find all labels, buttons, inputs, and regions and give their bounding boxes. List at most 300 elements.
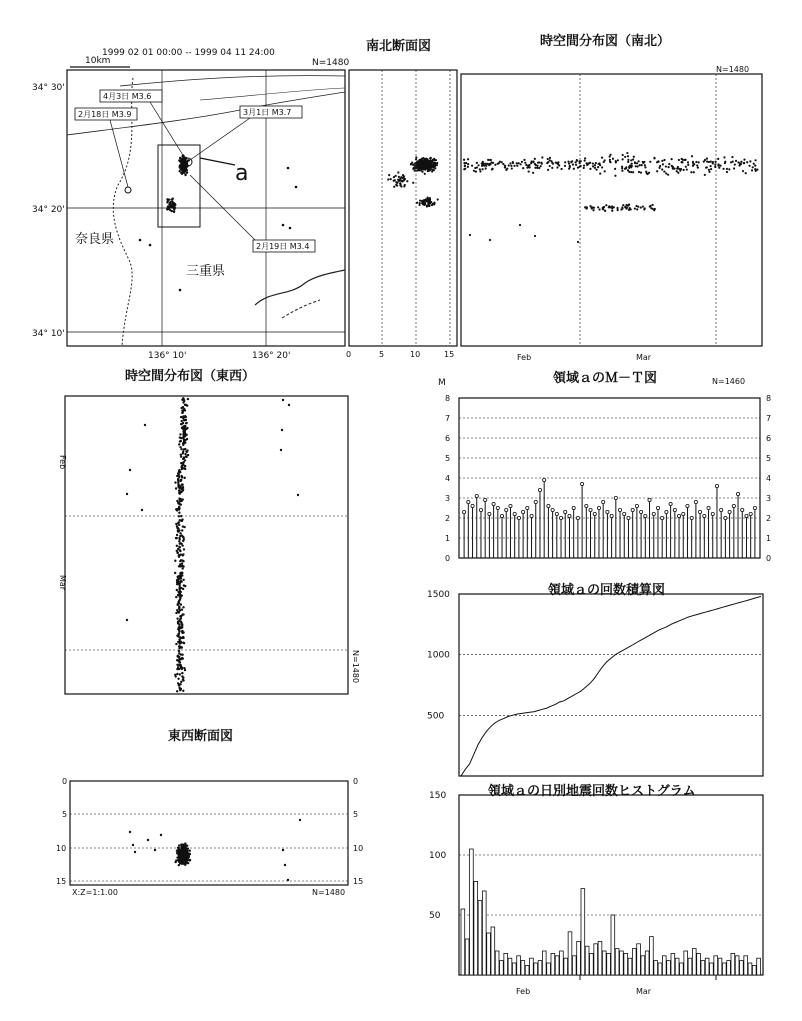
cum-title: 領域ａの回数積算図: [548, 583, 666, 598]
st-ns-point: [489, 159, 491, 161]
histogram-bar: [508, 958, 512, 975]
st-ns-point: [595, 169, 597, 171]
histogram-bar: [757, 958, 761, 975]
st-ns-point: [573, 168, 575, 170]
map-epicenter: [186, 160, 188, 162]
st-ns-point: [603, 206, 605, 208]
st-ew-point: [175, 537, 177, 539]
st-ew-point: [181, 411, 183, 413]
histogram-bar: [671, 953, 675, 975]
ns-point: [427, 160, 429, 162]
st-ns-point: [692, 165, 694, 167]
histogram-bar: [564, 958, 568, 975]
histogram-bar: [568, 932, 572, 975]
st-ns-point: [567, 161, 569, 163]
st-ns-point: [621, 166, 623, 168]
st-ns-tick-mar: Mar: [636, 353, 652, 362]
st-ew-plot: [58, 396, 360, 694]
ew-point: [132, 844, 134, 846]
st-ns-point: [609, 161, 611, 163]
st-ns-point: [602, 208, 604, 210]
st-ns-point: [652, 208, 654, 210]
ew-point: [184, 842, 186, 844]
st-ew-point: [174, 572, 176, 574]
st-ns-point: [637, 206, 639, 208]
map-epicenter: [169, 209, 171, 211]
st-ew-point: [182, 463, 184, 465]
mt-tick-left: 4: [445, 474, 451, 483]
callout-feb18: 2月18日 M3.9: [78, 110, 132, 119]
ns-tick-15: 15: [444, 350, 455, 359]
st-ew-point: [184, 453, 186, 455]
mt-tick-left: 7: [445, 414, 451, 423]
st-ew-point: [178, 647, 180, 649]
st-ew-point: [178, 554, 180, 556]
st-ew-point: [182, 433, 184, 435]
st-ns-point: [541, 156, 543, 158]
st-ns-point: [630, 159, 632, 161]
ns-point: [397, 171, 399, 173]
ns-point: [424, 202, 426, 204]
st-ns-point: [622, 158, 624, 160]
st-ew-point: [182, 397, 184, 399]
st-ew-point: [182, 452, 184, 454]
st-ns-point: [538, 167, 540, 169]
ew-tick-right-15: 15: [353, 877, 364, 886]
ew-point: [147, 839, 149, 841]
histogram-bar: [577, 941, 581, 975]
st-ns-point: [586, 206, 588, 208]
st-ns-point: [754, 168, 756, 170]
st-ns-point: [710, 161, 712, 163]
cum-tick: 1000: [427, 650, 450, 661]
mie-label: 三重県: [186, 264, 226, 279]
st-ns-point: [676, 170, 678, 172]
ew-ratio-label: X:Z=1:1.00: [72, 888, 118, 897]
histogram-bar: [487, 933, 491, 975]
callout-mar1: 3月1日 M3.7: [243, 108, 292, 117]
st-ns-point: [627, 161, 629, 163]
st-ew-point: [179, 542, 181, 544]
st-ew-point: [176, 527, 178, 529]
st-ns-point: [485, 167, 487, 169]
ew-count-label: N=1480: [312, 888, 346, 897]
st-ns-point: [706, 158, 708, 160]
st-ns-point: [530, 162, 532, 164]
st-ns-point: [642, 205, 644, 207]
st-ew-point: [180, 587, 182, 589]
st-ns-point: [534, 235, 536, 237]
st-ns-point: [481, 168, 483, 170]
st-ns-point: [684, 159, 686, 161]
mt-bar-cap: [661, 516, 664, 519]
map-epicenter: [174, 203, 176, 205]
cum-tick: 1500: [427, 590, 450, 600]
ew-point: [299, 819, 301, 821]
ns-point: [434, 159, 436, 161]
st-ew-point: [175, 596, 177, 598]
st-ew-point: [181, 646, 183, 648]
st-ns-point: [658, 167, 660, 169]
st-ns-point: [671, 158, 673, 160]
st-ns-point: [703, 161, 705, 163]
st-ns-point: [547, 169, 549, 171]
mt-bar-cap: [479, 508, 482, 511]
ew-point: [184, 856, 186, 858]
ew-tick-left-15: 15: [56, 877, 67, 886]
st-ns-title: 時空間分布図（南北）: [540, 34, 671, 49]
st-ns-point: [634, 207, 636, 209]
ns-point: [426, 205, 428, 207]
st-ns-point: [667, 174, 669, 176]
st-ns-point: [622, 204, 624, 206]
st-ns-point: [475, 170, 477, 172]
st-ew-point: [182, 631, 184, 633]
st-ew-point: [180, 581, 182, 583]
ns-point: [420, 168, 422, 170]
st-ew-point: [181, 562, 183, 564]
st-ns-point: [551, 167, 553, 169]
map-epicenter: [289, 227, 292, 230]
st-ns-point: [586, 163, 588, 165]
st-ns-point: [532, 172, 534, 174]
callout-feb19: 2月19日 M3.4: [256, 242, 310, 251]
mt-bar-cap: [707, 506, 710, 509]
st-ns-point: [698, 161, 700, 163]
st-ew-point: [176, 604, 178, 606]
mt-bar-cap: [526, 506, 529, 509]
st-ew-point: [177, 529, 179, 531]
st-ew-point: [180, 688, 182, 690]
st-ns-point: [601, 166, 603, 168]
ew-point: [129, 831, 131, 833]
mt-bar-cap: [522, 510, 525, 513]
st-ns-point: [488, 163, 490, 165]
st-ew-point: [182, 467, 184, 469]
st-ns-point: [718, 167, 720, 169]
st-ns-point: [492, 168, 494, 170]
st-ew-point: [141, 509, 143, 511]
st-ew-point: [182, 679, 184, 681]
st-ns-point: [578, 160, 580, 162]
st-ew-point: [178, 658, 180, 660]
st-ns-point: [662, 163, 664, 165]
st-ns-point: [627, 205, 629, 207]
map-epicenter: [287, 167, 290, 170]
mt-tick-right: 0: [766, 554, 772, 563]
st-ns-point: [746, 161, 748, 163]
st-ew-point: [126, 493, 128, 495]
histogram-bar: [585, 946, 589, 975]
st-ns-point: [611, 207, 613, 209]
mt-bar-cap: [581, 482, 584, 485]
ns-point: [432, 169, 434, 171]
st-ns-point: [714, 161, 716, 163]
st-ns-point: [597, 166, 599, 168]
st-ew-point: [177, 636, 179, 638]
st-ew-point: [175, 523, 177, 525]
st-ew-point: [178, 469, 180, 471]
map-epicenter: [170, 201, 172, 203]
mt-tick-right: 4: [766, 474, 772, 483]
st-ns-point: [537, 162, 539, 164]
st-ns-point: [632, 158, 634, 160]
st-ew-point: [185, 422, 187, 424]
st-ns-point: [717, 158, 719, 160]
st-ew-point: [180, 479, 182, 481]
histogram-bar: [718, 958, 722, 975]
epicenter-map: [32, 70, 345, 361]
ns-point: [429, 167, 431, 169]
st-ns-point: [753, 163, 755, 165]
map-epicenter: [167, 208, 169, 210]
mt-tick-left: 1: [445, 534, 451, 543]
st-ns-point: [524, 162, 526, 164]
ns-point: [422, 157, 424, 159]
st-ns-point: [652, 204, 654, 206]
histogram-bar: [560, 951, 564, 975]
ew-tick-left-10: 10: [56, 844, 67, 853]
cum-tick: 500: [427, 711, 445, 722]
st-ew-point: [178, 507, 180, 509]
st-ew-point: [183, 440, 185, 442]
st-ew-point: [281, 429, 283, 431]
mt-tick-left: 8: [445, 394, 451, 403]
st-ew-point: [179, 598, 181, 600]
st-ew-point: [129, 469, 131, 471]
ew-point: [178, 861, 180, 863]
st-ns-point: [743, 162, 745, 164]
st-ew-point: [177, 582, 179, 584]
st-ns-point: [691, 155, 693, 157]
ns-point: [399, 178, 401, 180]
st-ns-point: [706, 161, 708, 163]
ns-section: [346, 70, 457, 359]
st-ns-point: [527, 165, 529, 167]
st-ns-point: [627, 169, 629, 171]
histogram-bar: [470, 849, 474, 975]
ew-point: [179, 849, 181, 851]
histogram-bar: [594, 944, 598, 975]
st-ns-point: [648, 172, 650, 174]
st-ns-point: [516, 162, 518, 164]
st-ew-point: [187, 454, 189, 456]
ns-point: [423, 163, 425, 165]
st-ew-point: [179, 433, 181, 435]
st-ns-point: [627, 159, 629, 161]
st-ns-point: [687, 164, 689, 166]
histogram-bar: [620, 951, 624, 975]
ew-point: [187, 862, 189, 864]
histogram-bar: [727, 961, 731, 975]
ns-point: [395, 184, 397, 186]
st-ns-point: [723, 156, 725, 158]
st-ns-point: [678, 159, 680, 161]
st-ns-point: [644, 166, 646, 168]
ew-point: [182, 850, 184, 852]
st-ns-point: [525, 164, 527, 166]
histogram-bar: [735, 956, 739, 975]
st-ns-point: [654, 208, 656, 210]
st-ew-point: [174, 674, 176, 676]
st-ew-point: [179, 550, 181, 552]
st-ew-point: [181, 483, 183, 485]
st-ns-point: [584, 160, 586, 162]
mt-bar-cap: [471, 504, 474, 507]
mt-bar-cap: [644, 514, 647, 517]
ns-point: [427, 196, 429, 198]
st-ew-point: [180, 571, 182, 573]
st-ew-point: [181, 534, 183, 536]
st-ns-point: [569, 165, 571, 167]
st-ns-point: [479, 168, 481, 170]
st-ew-point: [183, 548, 185, 550]
hist-tick: 150: [429, 791, 447, 801]
st-ns-point: [504, 165, 506, 167]
st-ns-point: [467, 158, 469, 160]
st-ns-point: [627, 155, 629, 157]
ns-point: [402, 174, 404, 176]
histogram-bar: [624, 953, 628, 975]
mt-bar-cap: [631, 508, 634, 511]
st-ew-point: [183, 448, 185, 450]
st-ns-point: [719, 165, 721, 167]
st-ew-point: [178, 629, 180, 631]
st-ns-point: [576, 159, 578, 161]
ns-point: [414, 167, 416, 169]
map-epicenter: [183, 171, 185, 173]
st-ns-point: [708, 169, 710, 171]
ns-point: [398, 176, 400, 178]
st-ns-point: [661, 168, 663, 170]
st-ew-point: [181, 672, 183, 674]
st-ew-point: [175, 487, 177, 489]
ew-section-points: [129, 819, 301, 881]
st-ns-point: [519, 224, 521, 226]
ns-point: [429, 197, 431, 199]
st-ns-point: [502, 163, 504, 165]
st-ew-point: [178, 565, 180, 567]
st-ns-point: [469, 234, 471, 236]
histogram-bar: [667, 961, 671, 975]
st-ns-point: [463, 159, 465, 161]
ew-tick-left-5: 5: [62, 810, 68, 819]
mt-bar-cap: [720, 508, 723, 511]
mt-bar-cap: [749, 512, 752, 515]
st-ew-point: [182, 565, 184, 567]
ns-point: [418, 169, 420, 171]
st-ew-point: [184, 465, 186, 467]
st-ew-point: [180, 681, 182, 683]
histogram-bar: [474, 881, 478, 975]
st-ew-point: [178, 540, 180, 542]
st-ew-point: [177, 502, 179, 504]
mt-tick-right: 8: [766, 394, 772, 403]
mt-bar-cap: [534, 500, 537, 503]
st-ns-point: [467, 163, 469, 165]
ns-point: [411, 161, 413, 163]
st-ew-point: [288, 404, 290, 406]
st-ns-point: [628, 166, 630, 168]
st-ns-point: [742, 170, 744, 172]
st-ns-point: [501, 161, 503, 163]
st-ns-point: [637, 165, 639, 167]
histogram-chart: [429, 791, 763, 996]
st-ew-point: [182, 416, 184, 418]
st-ns-point: [510, 165, 512, 167]
st-ew-point: [185, 434, 187, 436]
st-ns-point: [710, 168, 712, 170]
st-ns-point: [568, 168, 570, 170]
st-ew-point: [178, 443, 180, 445]
st-ns-point: [726, 168, 728, 170]
histogram-bar: [615, 949, 619, 975]
st-ns-point: [595, 162, 597, 164]
st-ns-point: [617, 159, 619, 161]
st-ew-point: [180, 565, 182, 567]
st-ew-point: [297, 494, 299, 496]
histogram-bar: [517, 956, 521, 975]
histogram-bar: [680, 963, 684, 975]
ns-point: [416, 169, 418, 171]
st-ns-point: [708, 171, 710, 173]
histogram-bar: [530, 958, 534, 975]
map-epicenter: [180, 167, 182, 169]
mt-bar-cap: [606, 510, 609, 513]
histogram-bar: [692, 949, 696, 975]
st-ew-point: [282, 399, 284, 401]
st-ns-point: [477, 164, 479, 166]
st-ns-point: [726, 171, 728, 173]
st-ns-point: [523, 159, 525, 161]
ns-point: [394, 179, 396, 181]
st-ns-point: [673, 167, 675, 169]
mt-tick-left: 2: [445, 514, 451, 523]
histogram-bar: [731, 953, 735, 975]
st-ns-point: [609, 159, 611, 161]
coastline: [255, 270, 345, 305]
st-ns-point: [704, 174, 706, 176]
st-ns-tick-feb: Feb: [517, 353, 532, 362]
st-ns-point: [467, 166, 469, 168]
mt-bar-cap: [602, 500, 605, 503]
callout-apr3: 4月3日 M3.6: [103, 92, 152, 101]
mt-bar-cap: [656, 506, 659, 509]
mt-bar-cap: [467, 500, 470, 503]
ns-point: [421, 171, 423, 173]
st-ew-point: [176, 673, 178, 675]
st-ew-point: [176, 550, 178, 552]
st-ns-point: [536, 167, 538, 169]
mt-bar-cap: [551, 508, 554, 511]
st-ns-point: [728, 168, 730, 170]
ew-point: [287, 879, 289, 881]
mt-bar-cap: [576, 516, 579, 519]
mt-bar-cap: [745, 514, 748, 517]
st-ew-point: [182, 560, 184, 562]
ns-point: [412, 164, 414, 166]
mt-tick-left: 6: [445, 434, 451, 443]
mt-bar-cap: [496, 506, 499, 509]
st-ew-point: [180, 454, 182, 456]
st-ns-point: [598, 208, 600, 210]
mt-bar-cap: [555, 512, 558, 515]
st-ns-point: [754, 165, 756, 167]
histogram-bar: [525, 965, 529, 975]
st-ns-point: [485, 163, 487, 165]
st-ew-point: [180, 456, 182, 458]
st-ew-point: [182, 406, 184, 408]
